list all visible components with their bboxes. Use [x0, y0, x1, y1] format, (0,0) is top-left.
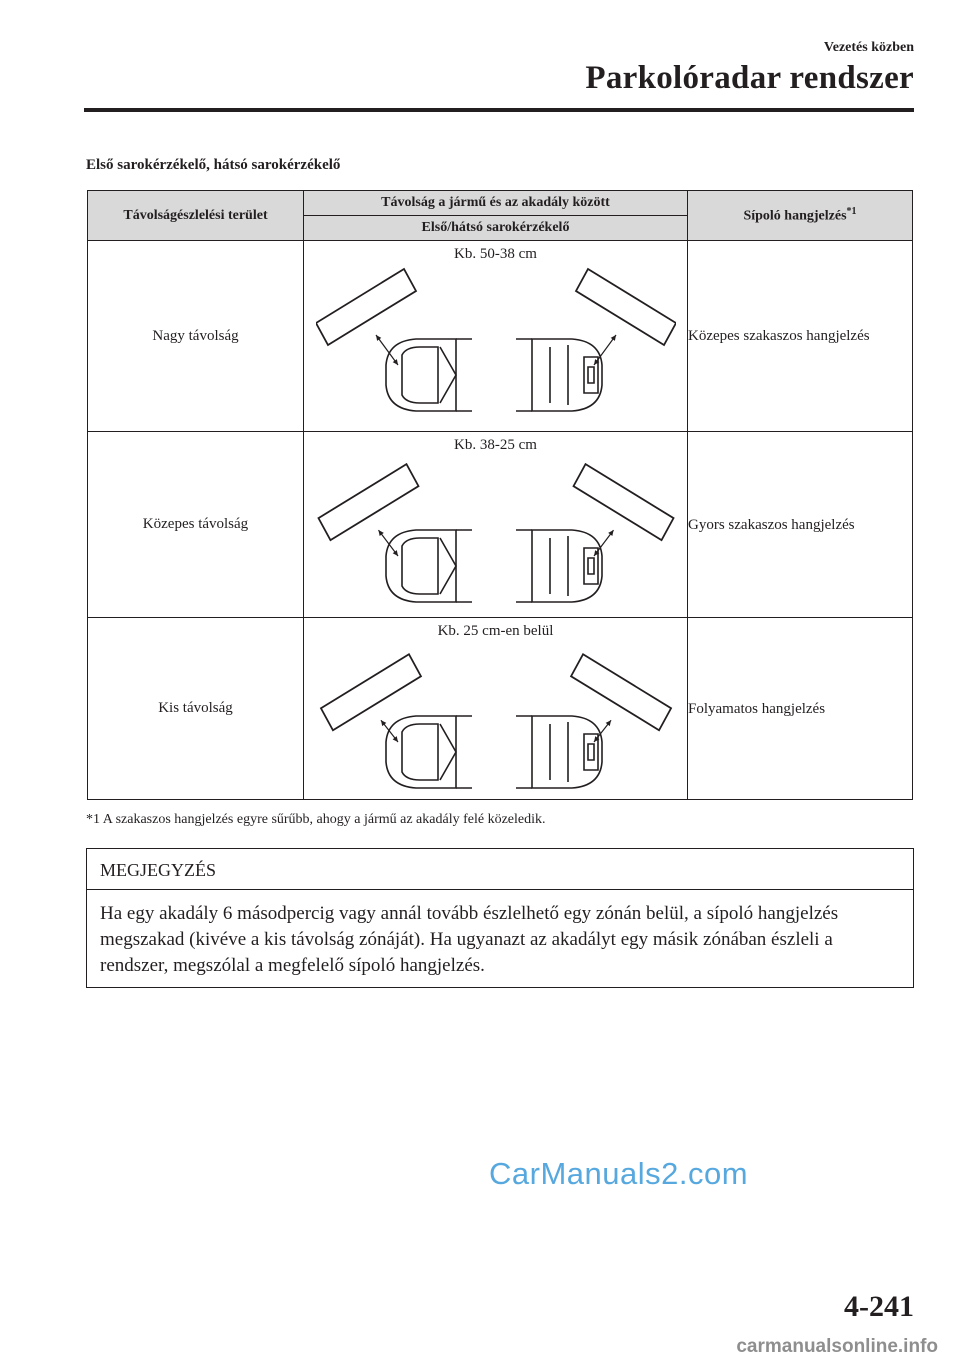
site-url: carmanualsonline.info — [736, 1336, 938, 1357]
car-rear-view — [516, 530, 602, 602]
obstacle-board — [573, 464, 673, 540]
corner-sensor-diagram — [316, 458, 676, 608]
car-body-outline — [532, 339, 602, 411]
header-rule — [84, 108, 914, 112]
row-beep: Gyors szakaszos hangjelzés — [688, 432, 913, 618]
car-front-view — [386, 339, 472, 411]
car-body-outline — [532, 530, 602, 602]
obstacle-left — [320, 654, 420, 730]
header-beep-label: Sípoló hangjelzés — [743, 208, 847, 224]
car-front-view — [386, 530, 472, 602]
row-diagram-cell — [304, 618, 688, 800]
obstacle-board — [576, 269, 676, 345]
car-rear-view — [516, 339, 602, 411]
car-body-outline — [386, 339, 456, 411]
car-body-outline — [386, 716, 456, 788]
arrow-head — [608, 530, 613, 536]
car-plate — [588, 367, 594, 383]
note-title: MEGJEGYZÉS — [87, 849, 913, 890]
obstacle-right — [573, 464, 673, 540]
car-plate — [588, 558, 594, 574]
row-distance: Kb. 38-25 cm — [454, 437, 537, 453]
header-beep-footnote: *1 — [846, 206, 857, 218]
corner-sensor-diagram — [316, 267, 676, 417]
footnote: *1 A szakaszos hangjelzés egyre sűrűbb, ahogy a jármű az akadály felé közeledik. — [86, 812, 546, 827]
table-row — [88, 241, 913, 432]
car-cabin-outline — [402, 538, 438, 594]
detection-range-table — [87, 190, 913, 800]
header-range: Távolságészlelési terület — [88, 191, 304, 241]
row-distance: Kb. 50-38 cm — [454, 246, 537, 262]
watermark-logo: CarManuals2.com — [489, 1156, 749, 1191]
row-diagram-cell — [304, 432, 688, 618]
table-row — [88, 432, 913, 618]
corner-sensor-diagram — [316, 644, 676, 794]
arrow-head — [392, 359, 397, 365]
arrow-head — [610, 335, 615, 341]
header-distance-sub: Első/hátsó sarokérzékelő — [304, 216, 688, 241]
arrow-head — [392, 550, 397, 556]
obstacle-board — [316, 269, 416, 345]
section-label: Vezetés közben — [823, 40, 914, 55]
row-beep: Folyamatos hangjelzés — [688, 618, 913, 800]
car-body-lines — [516, 716, 568, 788]
car-body-outline — [532, 716, 602, 788]
row-range: Nagy távolság — [88, 241, 304, 432]
header-beep — [688, 191, 913, 241]
row-beep: Közepes szakaszos hangjelzés — [688, 241, 913, 432]
car-body-outline — [386, 530, 456, 602]
car-front-view — [386, 716, 472, 788]
page-title: Parkolóradar rendszer — [585, 60, 914, 96]
row-diagram-cell — [304, 241, 688, 432]
obstacle-board — [318, 464, 418, 540]
obstacle-left — [318, 464, 418, 540]
car-rear-view — [516, 716, 602, 788]
arrow-head — [378, 530, 383, 536]
note-box — [86, 848, 914, 988]
car-plate — [588, 744, 594, 760]
page-number: 4-241 — [844, 1290, 914, 1323]
table-row — [88, 618, 913, 800]
note-body: Ha egy akadály 6 másodpercig vagy annál tovább észlelhető egy zónán belül, a sípoló hangjelzés megszakad (kivéve a kis távolság zónáját). Ha ugyanazt az akadályt egy másik zónában észleli a rendszer, megszólal a megfelelő sípoló hangjelzés. — [100, 903, 839, 976]
car-cabin-outline — [402, 724, 438, 780]
header-distance: Távolság a jármű és az akadály között — [304, 191, 688, 216]
car-body-lines — [516, 530, 568, 602]
arrow-head — [376, 335, 381, 341]
obstacle-left — [316, 269, 416, 345]
row-range: Közepes távolság — [88, 432, 304, 618]
car-cabin-outline — [402, 347, 438, 403]
row-range: Kis távolság — [88, 618, 304, 800]
obstacle-board — [320, 654, 420, 730]
table-header-row — [88, 191, 913, 216]
subheading: Első sarokérzékelő, hátsó sarokérzékelő — [86, 157, 341, 173]
row-distance: Kb. 25 cm-en belül — [437, 623, 554, 639]
car-body-lines — [516, 339, 568, 411]
obstacle-right — [576, 269, 676, 345]
